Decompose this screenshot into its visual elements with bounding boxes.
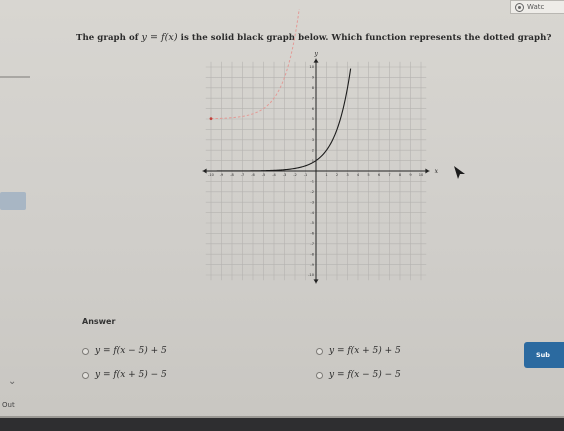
answer-option-3[interactable] — [82, 370, 167, 380]
play-circle-icon — [515, 3, 524, 12]
question-prefix: The graph of — [76, 33, 139, 43]
question-text — [76, 32, 552, 43]
question-math: y = f(x) — [141, 32, 178, 43]
y-tick-label: 10 — [309, 65, 314, 70]
axis-arrow-icon — [203, 169, 207, 174]
x-tick-label: 7 — [388, 173, 391, 177]
watch-video-button[interactable] — [510, 0, 564, 14]
x-tick-label: -3 — [282, 173, 287, 177]
y-tick-label: -6 — [310, 231, 314, 236]
y-tick-label: 6 — [311, 106, 314, 111]
y-tick-label: -4 — [310, 210, 314, 215]
option-text: y = f(x + 5) + 5 — [329, 346, 401, 356]
x-tick-label: 9 — [409, 173, 412, 177]
y-tick-label: -2 — [310, 190, 314, 194]
x-tick-label: -1 — [303, 173, 308, 177]
y-tick-label: -3 — [310, 200, 314, 205]
taskbar — [0, 418, 564, 431]
submit-button[interactable]: Sub — [524, 342, 564, 368]
y-axis-label: y — [314, 50, 318, 58]
x-tick-label: 2 — [335, 173, 339, 177]
x-tick-label: -5 — [261, 173, 266, 177]
y-tick-label: 1 — [311, 158, 314, 163]
axis-arrow-icon — [425, 169, 429, 174]
x-tick-label: 4 — [356, 173, 360, 177]
answer-title: Answer — [82, 317, 116, 326]
question-suffix: is the solid black graph below. Which function represents the dotted graph? — [180, 33, 552, 43]
x-tick-label: -10 — [208, 173, 214, 177]
y-tick-label: 8 — [311, 86, 314, 90]
y-tick-label: -10 — [308, 273, 314, 278]
y-tick-label: -8 — [310, 252, 314, 257]
x-tick-label: -4 — [272, 173, 276, 177]
x-tick-label: -6 — [251, 173, 255, 177]
answer-option-4[interactable] — [316, 370, 401, 380]
y-tick-label: -9 — [310, 262, 314, 267]
y-tick-label: 3 — [311, 138, 314, 142]
x-tick-label: 3 — [346, 173, 349, 177]
y-tick-label: 9 — [311, 75, 314, 80]
watch-label: Watc — [527, 3, 545, 11]
y-tick-label: 5 — [311, 117, 314, 122]
x-tick-label: 5 — [367, 173, 370, 177]
chevron-down-icon[interactable]: ⌄ — [8, 376, 17, 387]
x-tick-label: -2 — [293, 173, 297, 177]
radio-button[interactable] — [316, 372, 323, 379]
mouse-cursor-icon — [453, 165, 467, 181]
left-rail-divider — [0, 76, 30, 78]
function-graph — [200, 50, 439, 282]
radio-button[interactable] — [82, 348, 89, 355]
x-axis-label: x — [434, 168, 439, 175]
answer-option-2[interactable] — [316, 346, 401, 356]
x-tick-label: -9 — [219, 173, 224, 177]
x-tick-label: 10 — [418, 173, 424, 177]
option-text: y = f(x + 5) − 5 — [95, 370, 167, 380]
graph-svg — [200, 50, 439, 282]
y-tick-label: 4 — [311, 127, 314, 132]
axis-arrow-icon — [314, 59, 319, 63]
y-tick-label: 7 — [311, 96, 314, 101]
left-rail-tab[interactable] — [0, 192, 26, 210]
x-tick-label: 8 — [398, 173, 402, 177]
x-tick-label: -8 — [230, 173, 234, 177]
y-tick-label: 2 — [311, 148, 314, 153]
dotted-curve-endpoint — [210, 117, 213, 120]
radio-button[interactable] — [82, 372, 89, 379]
radio-button[interactable] — [316, 348, 323, 355]
y-tick-label: -1 — [310, 179, 314, 184]
answer-option-1[interactable] — [82, 346, 167, 356]
out-label: Out — [2, 401, 15, 409]
y-tick-label: -7 — [310, 242, 314, 246]
option-text: y = f(x − 5) + 5 — [95, 346, 167, 356]
x-tick-label: -7 — [240, 173, 245, 177]
option-text: y = f(x − 5) − 5 — [329, 370, 401, 380]
x-tick-label: 6 — [377, 173, 381, 177]
y-tick-label: -5 — [310, 221, 314, 226]
solid-graph-curve — [208, 69, 351, 171]
x-tick-label: 1 — [325, 173, 328, 177]
